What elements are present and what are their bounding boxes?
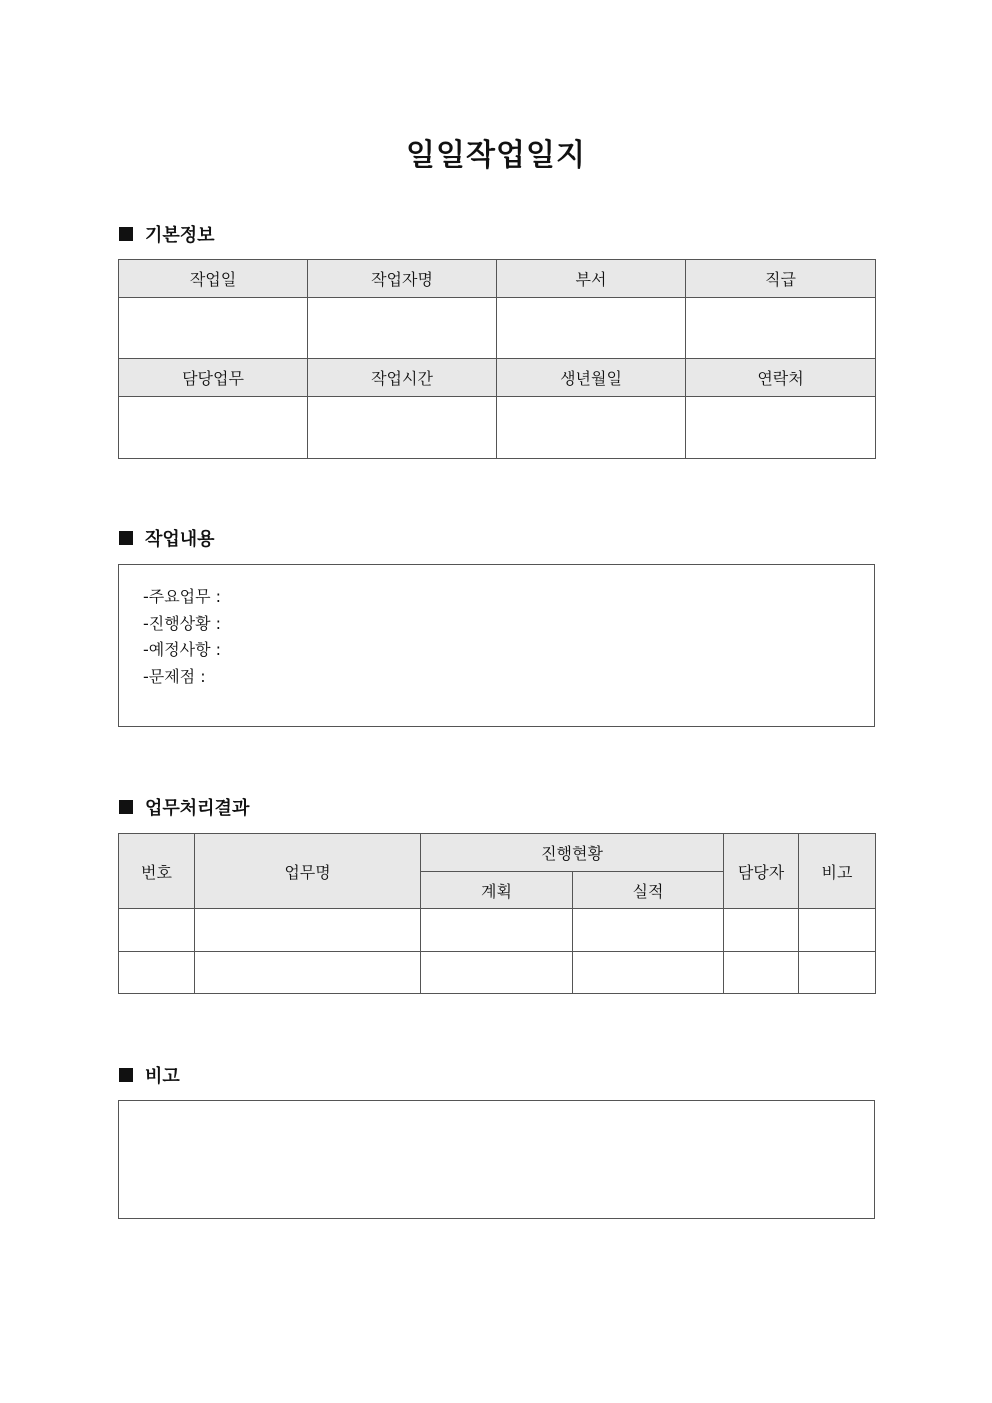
work-result-table <box>118 833 876 994</box>
actual-cell[interactable] <box>573 952 724 994</box>
header-number: 번호 <box>119 834 195 909</box>
person-in-charge-cell[interactable] <box>724 952 799 994</box>
plan-cell[interactable] <box>421 909 573 952</box>
main-task-line: -주요업무 : <box>143 587 222 606</box>
work-result-heading-label: 업무처리결과 <box>145 798 250 819</box>
header-plan: 계획 <box>421 872 573 909</box>
remarks-heading <box>119 1063 180 1087</box>
header-remarks: 비고 <box>799 834 876 909</box>
basic-info-header-row-2 <box>119 359 876 397</box>
header-work-date: 작업일 <box>119 260 308 298</box>
number-cell[interactable] <box>119 909 195 952</box>
department-field[interactable] <box>497 298 686 359</box>
number-cell[interactable] <box>119 952 195 994</box>
basic-info-heading-label: 기본정보 <box>145 225 215 246</box>
work-content-lines <box>143 584 221 690</box>
progress-line: -진행상황 : <box>143 613 222 633</box>
header-task-name: 업무명 <box>195 834 421 909</box>
task-name-cell[interactable] <box>195 952 421 994</box>
position-field[interactable] <box>686 298 876 359</box>
work-result-header-row-1 <box>119 834 876 872</box>
work-content-heading-label: 작업내용 <box>145 529 215 550</box>
header-actual: 실적 <box>573 872 724 909</box>
issues-line: -문제점 : <box>143 666 206 686</box>
basic-info-value-row-1 <box>119 298 876 359</box>
header-progress: 진행현황 <box>421 834 724 872</box>
table-row <box>119 909 876 952</box>
square-bullet-icon <box>119 531 133 545</box>
task-name-cell[interactable] <box>195 909 421 952</box>
plan-cell[interactable] <box>421 952 573 994</box>
square-bullet-icon <box>119 227 133 241</box>
header-contact: 연락처 <box>686 359 876 397</box>
square-bullet-icon <box>119 1068 133 1082</box>
header-birth-date: 생년월일 <box>497 359 686 397</box>
header-worker-name: 작업자명 <box>308 260 497 298</box>
basic-info-table <box>118 259 876 459</box>
contact-field[interactable] <box>686 397 876 459</box>
person-in-charge-cell[interactable] <box>724 909 799 952</box>
planned-items-line: -예정사항 : <box>143 640 222 659</box>
page-title: 일일작업일지 <box>406 138 586 173</box>
actual-cell[interactable] <box>573 909 724 952</box>
basic-info-heading <box>119 222 215 246</box>
remarks-cell[interactable] <box>799 909 876 952</box>
header-assigned-duty: 담당업무 <box>119 359 308 397</box>
work-hours-field[interactable] <box>308 397 497 459</box>
table-row <box>119 952 876 994</box>
worker-name-field[interactable] <box>308 298 497 359</box>
work-date-field[interactable] <box>119 298 308 359</box>
square-bullet-icon <box>119 800 133 814</box>
assigned-duty-field[interactable] <box>119 397 308 459</box>
header-position: 직급 <box>686 260 876 298</box>
header-work-hours: 작업시간 <box>308 359 497 397</box>
work-content-box[interactable] <box>118 564 875 727</box>
work-result-heading <box>119 795 249 819</box>
work-content-heading <box>119 526 215 550</box>
header-person-in-charge: 담당자 <box>724 834 799 909</box>
remarks-heading-label: 비고 <box>145 1066 180 1087</box>
birth-date-field[interactable] <box>497 397 686 459</box>
basic-info-value-row-2 <box>119 397 876 459</box>
remarks-cell[interactable] <box>799 952 876 994</box>
basic-info-header-row-1 <box>119 260 876 298</box>
header-department: 부서 <box>497 260 686 298</box>
remarks-box[interactable] <box>118 1100 875 1219</box>
